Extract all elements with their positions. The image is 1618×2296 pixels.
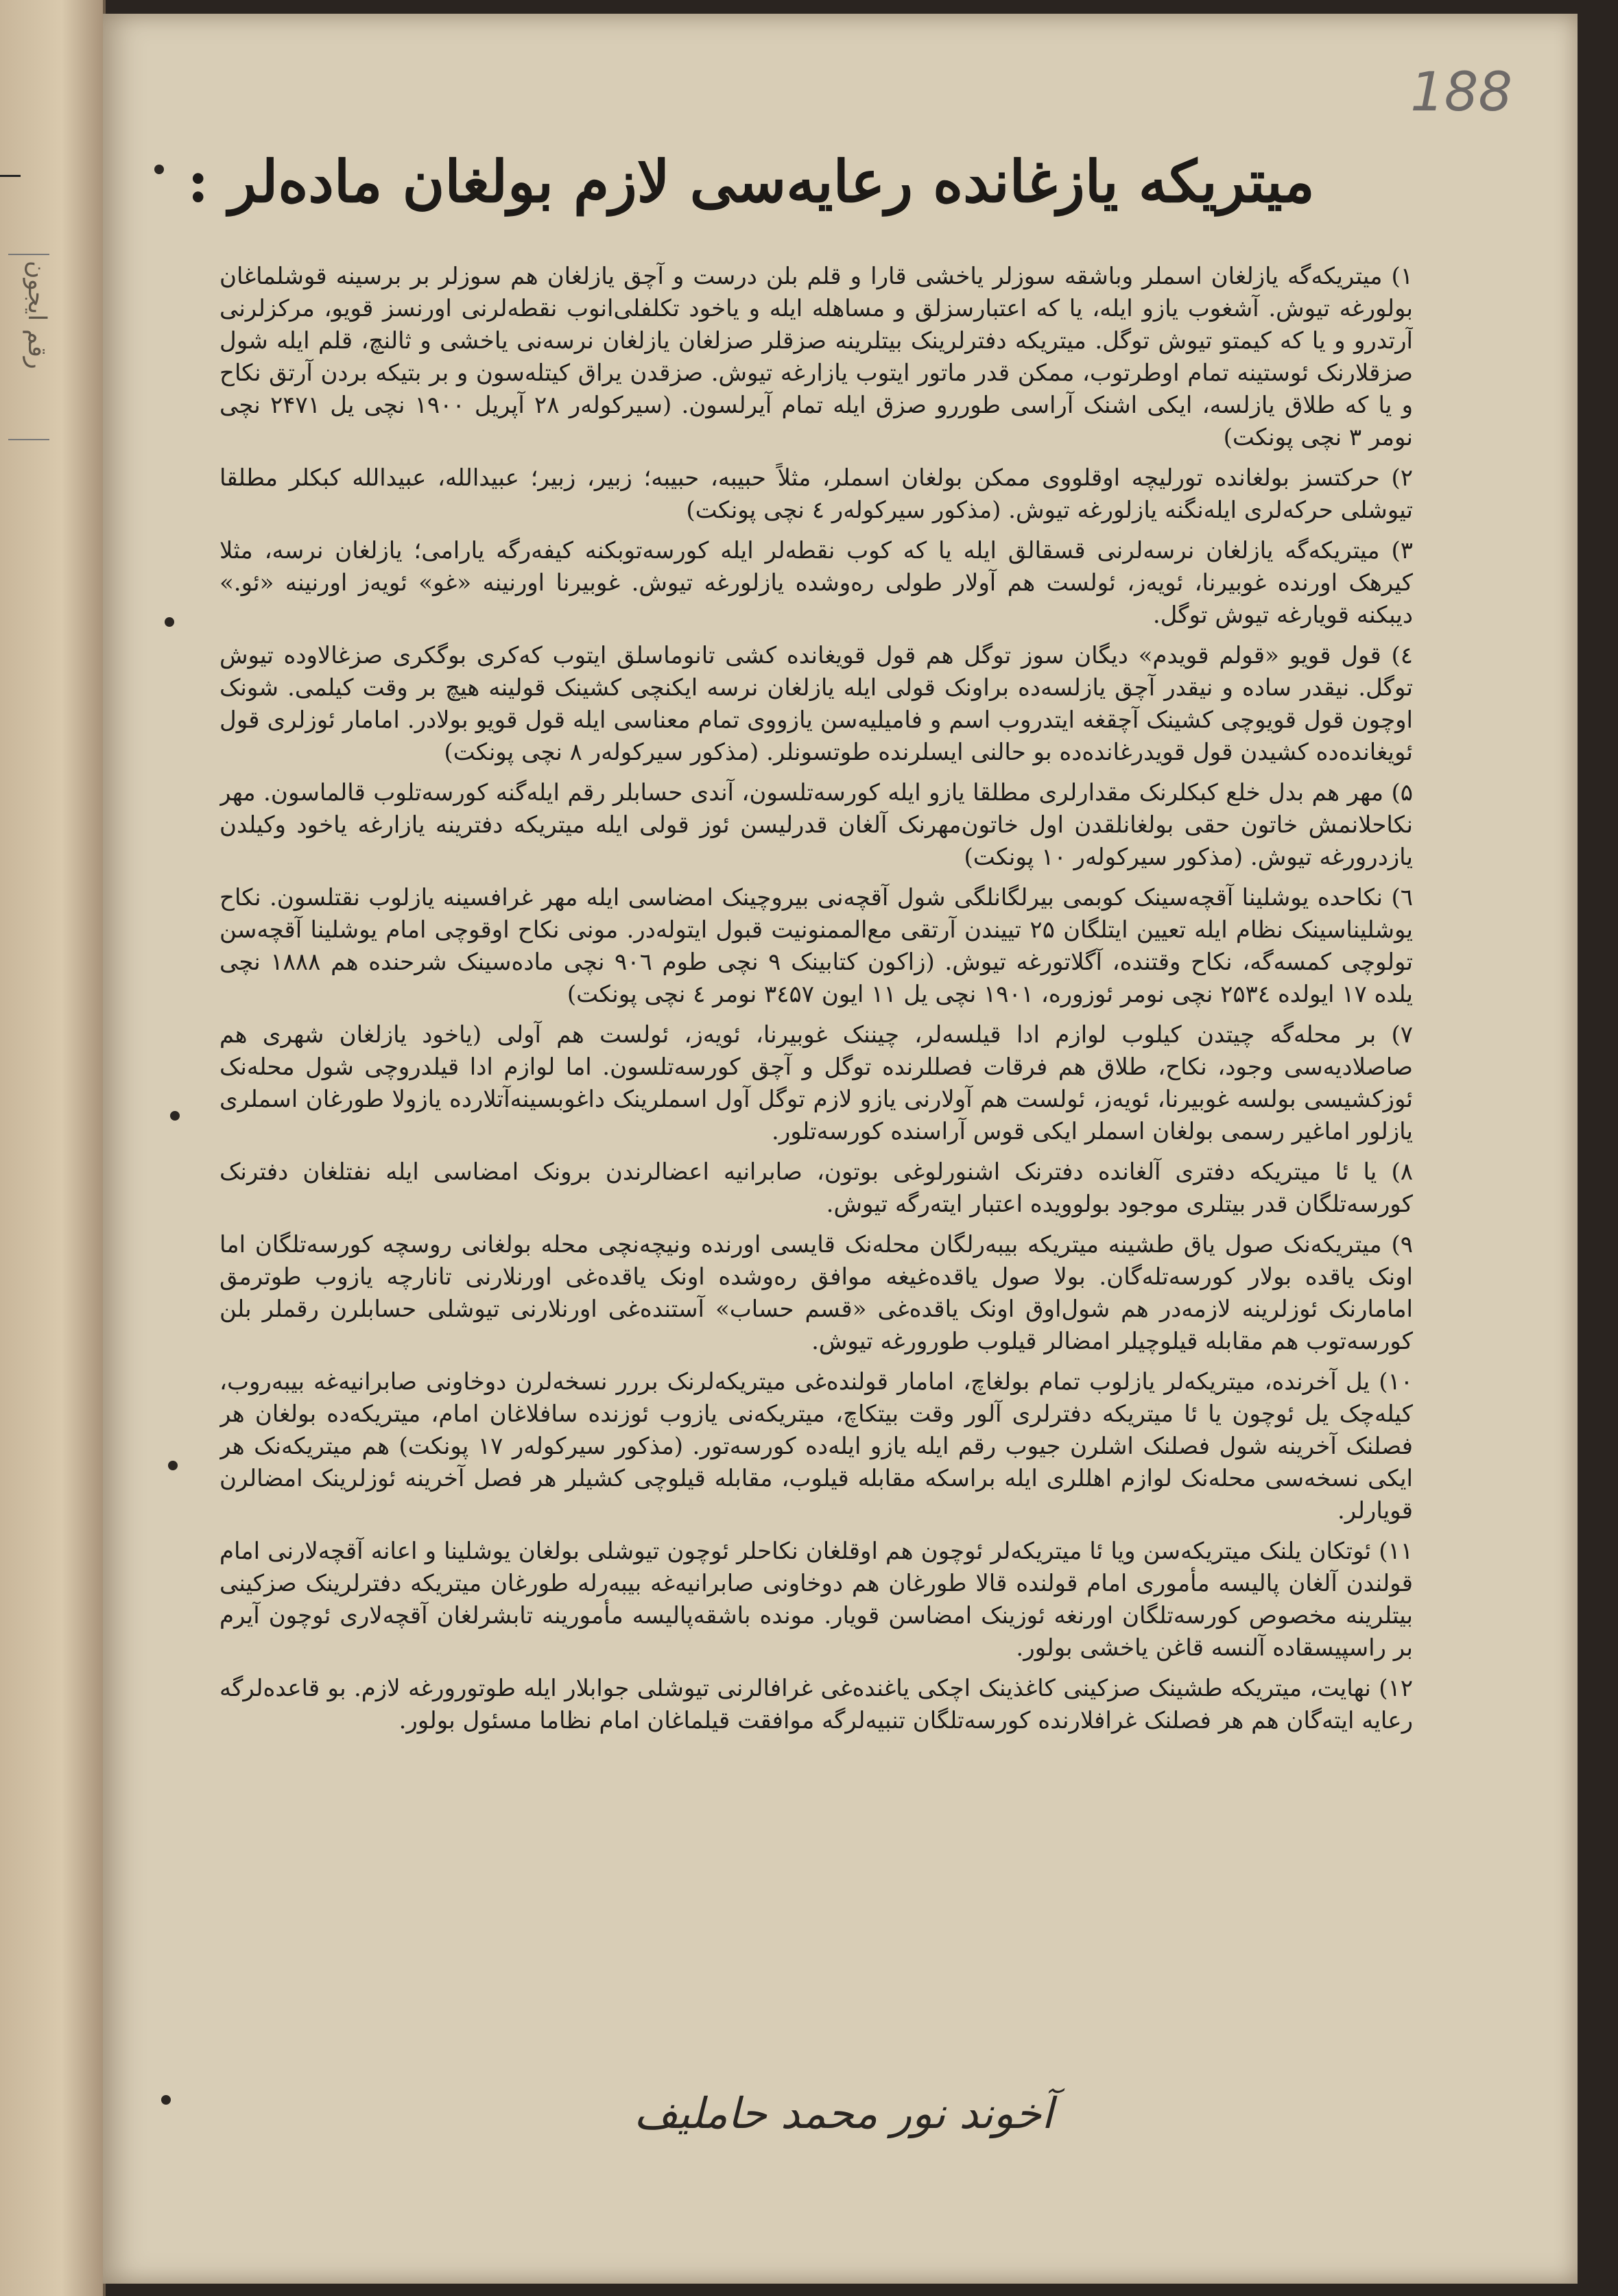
paragraph-6: ٦) نکاحده یوشلینا آقچه‌سینک کوبمی بیرلگانلگی شول آقچه‌نی بیروچینک امضاسی ایله مهر غرافسینه یازلوب نقتلسون. نکاح یوشلیناسینک نظام ایله تعیین ایتلگان ۲۵ تییندن آرتقی مع‌الممنونیت قبول ایتوله‌در. مونی نکاح اوقوچی امام یوشلینا آقچه‌سن تولوچی کمسه‌گه، نکاح وقتنده، آگلاتورغه تیوش. (زاکون کتابینک ۹ نچی طوم ۹۰٦ نچی ماده‌سینک شرحنده هم ۱۸۸۸ نچی یلده ۱۷ ایولده ۲۵۳٤ نچی نومر ئوزوره، ۱۹۰۱ نچی یل ۱۱ ایون ۳٤۵۷ نومر ٤ نچی پونکت) [219, 884, 1413, 1008]
margin-mark [165, 617, 174, 627]
previous-page-edge [0, 0, 106, 2296]
signature: آخوند نور محمد حاملیف [634, 2088, 1054, 2138]
paragraph-5: ۵) مهر هم بدل خلع کبکلرنک مقدارلری مطلقا یازو ایله کورسه‌تلسون، آندی حسابلر رقم ایله‌گنه کورسه‌تلوب قالماسون. مهر نکاحلانمش خاتون حقی بولغانلقدن اول خاتون‌مهرنک آلغان قدرلیسن ئوز قولی ایله میتریکه دفترینه یازارغه یاخود وکیلدن یازدرورغه تیوش. (مذکور سیرکوله‌ر ۱۰ پونکت) [219, 779, 1413, 871]
document-body [219, 261, 1413, 2098]
margin-rule-top [8, 254, 49, 255]
paragraph-1: ۱) میتریکه‌گه یازلغان اسملر وباشقه سوزلر یاخشی قارا و قلم بلن درست و آچق یازلغان هم سوزلر بر برسینه قوشلماغان بولورغه تیوش. آشغوب یازو ایله، یا که اعتبارسزلق و مساهله ایله و یاخود تکلفلی‌انوب نقطه‌لرنی اورنسز قویو، مرکزلرنی آرتدرو و یا که کیمتو تیوش توگل. میتریکه دفترلرینک بیتلرینه صزقلر صزلغان یا‌زلغان نرسه‌نی یاخشی و ثالنچ، قلم ایله شول صزقلارنک ئوستینه تمام اوطرتوب، ممکن قدر ماتور ایتوب یازارغه تیوش. صزقدن یراق کیتله‌سون و بر بتیکه بردن آرتق نکاح و یا که طلاق یازلسه، ایکی اشنک آراسی طوررو صزق ایله تمام آیرلسون. (سیرکوله‌ر ۲۸ آپریل ۱۹۰۰ نچی یل ۲۴۷۱ نچی نومر ۳ نچی پونکت) [219, 263, 1413, 451]
paragraph-7: ۷) بر محله‌گه چیتدن کیلوب لوازم ادا قیلسه‌لر، چیننک غوبیرنا، ئویه‌ز، ئولست هم آولی (یاخود یازلغان شهری هم صاصلادیه‌سی وجود، نکاح، طلاق هم فرقات فصللرنده توگل و آچق کورسه‌تلسون. اما لوازم ادا قیلدروچی شول محله‌نک ئوزکشیسی بولسه غوبیرنا، ئویه‌ز، ئولست هم آولارنی یازو لازم توگل آول اسملرینک داغوبسینه‌آتلارده یازولا طورغان اسملری یازلور اماغیر رسمی بولغان اسملر ایکی قوس آراسنده کورسه‌تلور. [219, 1021, 1413, 1145]
paragraph-10: ۱۰) یل آخرنده، میتریکه‌لر یازلوب تمام بولغاچ، امامار قولنده‌غی میتریکه‌لرنک بررر نسخه‌لرن دوخاونی صابرانیه‌غه بیبه‌روب، کیله‌چک یل ئوچون یا ئا میتریکه دفترلری آلور وقت بیتکاچ، میتریکه‌نی یازوب ئوزنده سافلاغان امام، میتریکه‌ده بولغان هر فصلنک آخرینه شول فصلنک اشلرن جیوب رقم ایله یازو ایله‌ده کورسه‌تور. (مذکور سیرکوله‌ر ۱۷ پونکت) هم میتریکه‌نک هر ایکی نسخه‌سی محله‌نک لوازم اهللری ایله براسکه مقابله قیلوب، مقابله قیلوچی کشیلر هر فصل آخرینه ئوزلرینک امضالرن قویارلر. [219, 1368, 1413, 1524]
margin-mark [168, 1461, 178, 1470]
margin-mark [161, 2095, 171, 2105]
paragraph-2: ۲) حرکتسز بولغانده تورلیچه اوقلووی ممکن بولغان اسملر، مثلاً حبیبه، حبیبه؛ زبیر، زبیر؛ عبیدالله، عبیدالله کبکلر مطلقا تیوشلی حرکه‌لری ایله‌نگنه یازلورغه تیوش. (مذکور سیرکوله‌ر ٤ نچی پونکت) [219, 464, 1413, 524]
margin-note: رقم ایجون [23, 261, 51, 370]
paragraph-3: ۳) میتریکه‌گه یازلغان نرسه‌لرنی قسقالق ایله یا که کوب نقطه‌لر ایله کورسه‌توبکنه کیفه‌رگه یارامی؛ یازلغان نرسه، مثلا کیرهک اورنده غوبیرنا، ئویه‌ز، ئولست هم آولار طولی ره‌وشده یازلورغه تیوش. غوبیرنا اورنینه «غو» ئویه‌ز اورنینه «ئو.» دیبکنه قویارغه تیوش توگل. [219, 537, 1413, 629]
margin-mark [154, 165, 164, 174]
margin-rule-bottom [8, 439, 49, 440]
page-number: 188 [1410, 62, 1512, 123]
paragraph-4: ٤) قول قویو «قولم قویدم» دیگان سوز توگل هم قول قویغانده کشی تانوماسلق ایتوب که‌کری بوگکری صزغالاوده تیوش توگل. نیقدر ساده و نیقدر آچق یازلسه‌ده براونک قولی ایله یازلغان نرسه ایکنچی کشینک قولینه هیچ بر وقت کیلمی. شونک اوچون قول قویوچی کشینک آچقغه ایتدروب اسم و فامیلیه‌سن یازووی تمام معناسی ایله قول قویو بولادر. امامار ئوزلری قول ئویغانده‌ده کشیدن قول قویدرغانده‌ده بو حالنی ایسلرنده طوتسونلر. (مذکور سیرکوله‌ر ۸ نچی پونکت) [219, 642, 1413, 766]
paragraph-11: ۱۱) ئوتکان یلنک میتریکه‌سن ویا ئا میتریکه‌لر ئوچون هم اوقلغان نکاحلر ئوچون تیوشلی بولغان یوشلینا و اعانه آقچه‌لارنی امام قولندن آلغان پالیسه مأموری امام قولنده قالا طورغان هم دوخاونی صابرانیه‌غه بیبه‌رله طورغان میتریکه دفترلرینک صزکینی بیتلرینه مخصوص کورسه‌تلگان اورنغه ئوزینک امضاسن قویار. مونده باشقه‌پالیسه مأمورینه تابشرلغان آقچه‌لاری ئوچون آیرم بر راسپیسقاده آلنسه قاغن یاخشی بولور. [219, 1538, 1413, 1662]
paragraph-9: ۹) میتریکه‌نک صول یاق طشینه میتریکه بیبه‌رلگان محله‌نک قایسی اورنده ونیچه‌نچی محله بولغانی روسچه کورسه‌تلگان اما اونک یاقده بولار کورسه‌تله‌گان. بولا صول یاقده‌غیغه موافق ره‌وشده اونک یاقده‌غی اورنلارنی تانارچه یازوب طوترمق امامارنک ئوزلرینه لازمه‌در هم شول‌اوق اونک یاقده‌غی «قسم حساب» آستنده‌غی اورنلارنی تیوشلی حسابلرن رقملر بلن کورسه‌توب هم مقابله قیلوچیلر امضالر قیلوب طورورغه تیوش. [219, 1231, 1413, 1355]
margin-mark [170, 1111, 180, 1121]
paragraph-8: ۸) یا ئا میتریکه دفتری آلغانده دفترنک اشنورلوغی بوتون، صابرانیه اعضالرندن برونک امضاسی ایله نفتلغان دفترنک کورسه‌تلگان قدر بیتلری موجود بولوویده اعتبار ایته‌رگه تیوش. [219, 1158, 1413, 1218]
paragraph-12: ۱۲) نهایت، میتریکه طشینک صزکینی کاغذینک اچکی یاغنده‌غی غرافالرنی تیوشلی جوابلار ایله طوتورورغه لازم. بو قاعده‌لرگه رعایه ایته‌گان هم هر فصلنک غرافلارنده کورسه‌تلگان تنبیه‌لرگه موافقت قیلماغان امام نظاما مسئول بولور. [219, 1675, 1413, 1734]
page-title: میتریکه یازغانده رعایه‌سی لازم بولغان ماده‌لر : [187, 147, 1315, 215]
binding-mark [0, 175, 21, 177]
